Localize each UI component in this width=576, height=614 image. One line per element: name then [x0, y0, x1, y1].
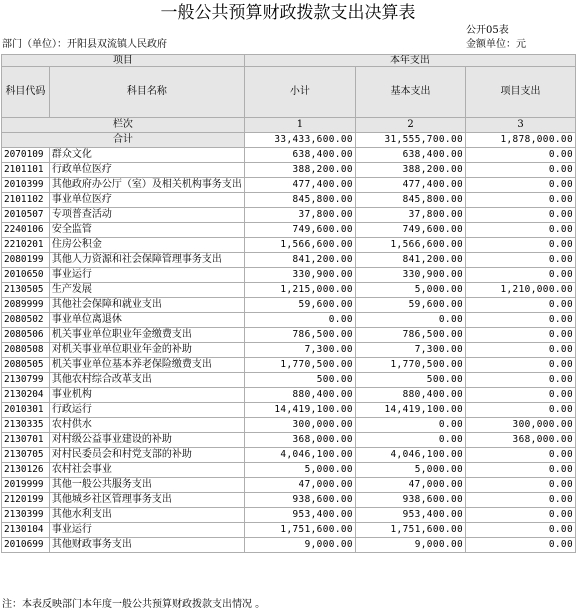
row-project: 0.00	[466, 523, 576, 538]
total-label: 合计	[2, 133, 245, 148]
basic-header: 基本支出	[355, 67, 465, 118]
form-id: 公开05表	[466, 25, 509, 36]
row-subtotal: 1,770,500.00	[244, 358, 355, 373]
row-code: 2010699	[2, 538, 50, 553]
footnote: 注：本表反映部门本年度一般公共预算财政拨款支出情况 。	[2, 599, 266, 610]
row-basic: 500.00	[355, 373, 465, 388]
row-project: 0.00	[466, 313, 576, 328]
row-name: 其他人力资源和社会保障管理事务支出	[49, 253, 244, 268]
row-basic: 14,419,100.00	[355, 403, 465, 418]
table-row	[2, 283, 576, 298]
row-subtotal: 938,600.00	[244, 493, 355, 508]
table-row	[2, 328, 576, 343]
row-name: 专项普查活动	[49, 208, 244, 223]
table-row	[2, 178, 576, 193]
table-row	[2, 268, 576, 283]
project-expense-header: 项目支出	[466, 67, 576, 118]
row-project: 1,210,000.00	[466, 283, 576, 298]
row-code: 2010650	[2, 268, 50, 283]
row-subtotal: 368,000.00	[244, 433, 355, 448]
row-name: 农村社会事业	[49, 463, 244, 478]
row-basic: 749,600.00	[355, 223, 465, 238]
row-name: 对村民委员会和村党支部的补助	[49, 448, 244, 463]
row-name: 事业运行	[49, 523, 244, 538]
row-code: 2019999	[2, 478, 50, 493]
row-basic: 47,000.00	[355, 478, 465, 493]
row-project: 0.00	[466, 463, 576, 478]
total-basic: 31,555,700.00	[355, 133, 465, 148]
row-basic: 841,200.00	[355, 253, 465, 268]
row-subtotal: 9,000.00	[244, 538, 355, 553]
row-code: 2010399	[2, 178, 50, 193]
row-code: 2089999	[2, 298, 50, 313]
row-subtotal: 953,400.00	[244, 508, 355, 523]
row-basic: 938,600.00	[355, 493, 465, 508]
row-code: 2080506	[2, 328, 50, 343]
row-code: 2080502	[2, 313, 50, 328]
table-row	[2, 223, 576, 238]
row-basic: 0.00	[355, 418, 465, 433]
row-code: 2101101	[2, 163, 50, 178]
row-code: 2080505	[2, 358, 50, 373]
total-project: 1,878,000.00	[466, 133, 576, 148]
table-row	[2, 403, 576, 418]
table-row	[2, 163, 576, 178]
row-subtotal: 388,200.00	[244, 163, 355, 178]
table-row	[2, 253, 576, 268]
row-subtotal: 845,800.00	[244, 193, 355, 208]
column-number-2: 2	[355, 118, 465, 133]
row-code: 2070109	[2, 148, 50, 163]
row-project: 0.00	[466, 193, 576, 208]
project-header: 项目	[2, 55, 245, 67]
row-name: 其他政府办公厅（室）及相关机构事务支出	[49, 178, 244, 193]
row-subtotal: 500.00	[244, 373, 355, 388]
row-basic: 0.00	[355, 433, 465, 448]
row-name: 其他农村综合改革支出	[49, 373, 244, 388]
row-name: 住房公积金	[49, 238, 244, 253]
row-project: 0.00	[466, 208, 576, 223]
row-basic: 5,000.00	[355, 283, 465, 298]
table-row	[2, 523, 576, 538]
table-row	[2, 463, 576, 478]
row-basic: 4,046,100.00	[355, 448, 465, 463]
code-header: 科目代码	[2, 67, 50, 118]
row-subtotal: 1,566,600.00	[244, 238, 355, 253]
row-code: 2080199	[2, 253, 50, 268]
row-project: 0.00	[466, 343, 576, 358]
row-name: 其他一般公共服务支出	[49, 478, 244, 493]
row-code: 2010301	[2, 403, 50, 418]
unit-label: 金额单位：元	[466, 39, 526, 50]
department-label: 部门（单位）：开阳县双流镇人民政府	[2, 39, 167, 50]
row-subtotal: 37,800.00	[244, 208, 355, 223]
row-code: 2120199	[2, 493, 50, 508]
table-row	[2, 388, 576, 403]
row-name: 农村供水	[49, 418, 244, 433]
row-name: 行政运行	[49, 403, 244, 418]
total-subtotal: 33,433,600.00	[244, 133, 355, 148]
row-project: 0.00	[466, 538, 576, 553]
row-basic: 37,800.00	[355, 208, 465, 223]
row-project: 0.00	[466, 253, 576, 268]
row-subtotal: 330,900.00	[244, 268, 355, 283]
table-row	[2, 493, 576, 508]
row-subtotal: 786,500.00	[244, 328, 355, 343]
row-code: 2130701	[2, 433, 50, 448]
row-project: 0.00	[466, 178, 576, 193]
row-subtotal: 47,000.00	[244, 478, 355, 493]
row-basic: 330,900.00	[355, 268, 465, 283]
table-row	[2, 358, 576, 373]
row-basic: 9,000.00	[355, 538, 465, 553]
row-code: 2010507	[2, 208, 50, 223]
row-project: 0.00	[466, 448, 576, 463]
row-name: 对机关事业单位职业年金的补助	[49, 343, 244, 358]
table-row	[2, 448, 576, 463]
row-code: 2130104	[2, 523, 50, 538]
row-name: 对村级公益事业建设的补助	[49, 433, 244, 448]
row-basic: 0.00	[355, 313, 465, 328]
row-name: 事业单位离退休	[49, 313, 244, 328]
row-code: 2130126	[2, 463, 50, 478]
report-title: 一般公共预算财政拨款支出决算表	[160, 3, 416, 23]
row-subtotal: 749,600.00	[244, 223, 355, 238]
subtotal-header: 小计	[244, 67, 355, 118]
column-number-3: 3	[466, 118, 576, 133]
row-basic: 638,400.00	[355, 148, 465, 163]
table-row	[2, 313, 576, 328]
row-name: 行政单位医疗	[49, 163, 244, 178]
row-subtotal: 14,419,100.00	[244, 403, 355, 418]
row-basic: 5,000.00	[355, 463, 465, 478]
row-subtotal: 4,046,100.00	[244, 448, 355, 463]
name-header: 科目名称	[49, 67, 244, 118]
row-project: 0.00	[466, 238, 576, 253]
row-basic: 388,200.00	[355, 163, 465, 178]
row-subtotal: 477,400.00	[244, 178, 355, 193]
row-name: 机关事业单位基本养老保险缴费支出	[49, 358, 244, 373]
row-code: 2130799	[2, 373, 50, 388]
row-subtotal: 5,000.00	[244, 463, 355, 478]
row-subtotal: 841,200.00	[244, 253, 355, 268]
row-subtotal: 880,400.00	[244, 388, 355, 403]
row-name: 机关事业单位职业年金缴费支出	[49, 328, 244, 343]
table-row	[2, 193, 576, 208]
row-project: 0.00	[466, 148, 576, 163]
row-basic: 59,600.00	[355, 298, 465, 313]
row-basic: 786,500.00	[355, 328, 465, 343]
row-code: 2130204	[2, 388, 50, 403]
row-code: 2130335	[2, 418, 50, 433]
row-subtotal: 1,751,600.00	[244, 523, 355, 538]
row-project: 300,000.00	[466, 418, 576, 433]
row-subtotal: 59,600.00	[244, 298, 355, 313]
row-name: 事业机构	[49, 388, 244, 403]
row-code: 2130505	[2, 283, 50, 298]
table-row	[2, 538, 576, 553]
row-basic: 1,770,500.00	[355, 358, 465, 373]
expenditure-table	[1, 54, 576, 553]
row-name: 群众文化	[49, 148, 244, 163]
row-basic: 7,300.00	[355, 343, 465, 358]
row-code: 2130399	[2, 508, 50, 523]
table-row	[2, 298, 576, 313]
row-project: 0.00	[466, 478, 576, 493]
row-project: 0.00	[466, 403, 576, 418]
row-project: 0.00	[466, 298, 576, 313]
row-subtotal: 300,000.00	[244, 418, 355, 433]
row-name: 其他社会保障和就业支出	[49, 298, 244, 313]
row-name: 安全监管	[49, 223, 244, 238]
row-code: 2130705	[2, 448, 50, 463]
row-project: 0.00	[466, 163, 576, 178]
row-name: 事业运行	[49, 268, 244, 283]
row-subtotal: 7,300.00	[244, 343, 355, 358]
row-project: 0.00	[466, 328, 576, 343]
row-name: 其他城乡社区管理事务支出	[49, 493, 244, 508]
row-basic: 1,751,600.00	[355, 523, 465, 538]
row-project: 0.00	[466, 388, 576, 403]
row-name: 其他财政事务支出	[49, 538, 244, 553]
row-project: 0.00	[466, 223, 576, 238]
row-basic: 477,400.00	[355, 178, 465, 193]
column-number-1: 1	[244, 118, 355, 133]
table-row	[2, 478, 576, 493]
row-basic: 1,566,600.00	[355, 238, 465, 253]
row-project: 0.00	[466, 373, 576, 388]
table-row	[2, 208, 576, 223]
row-code: 2080508	[2, 343, 50, 358]
row-basic: 953,400.00	[355, 508, 465, 523]
table-row	[2, 373, 576, 388]
row-project: 0.00	[466, 358, 576, 373]
table-body	[2, 148, 576, 553]
table-row	[2, 343, 576, 358]
row-name: 其他水利支出	[49, 508, 244, 523]
row-subtotal: 638,400.00	[244, 148, 355, 163]
row-project: 368,000.00	[466, 433, 576, 448]
row-subtotal: 0.00	[244, 313, 355, 328]
row-basic: 845,800.00	[355, 193, 465, 208]
table-row	[2, 508, 576, 523]
row-name: 生产发展	[49, 283, 244, 298]
year-expense-header: 本年支出	[244, 55, 575, 67]
row-project: 0.00	[466, 493, 576, 508]
row-project: 0.00	[466, 508, 576, 523]
column-number-label: 栏次	[2, 118, 245, 133]
row-basic: 880,400.00	[355, 388, 465, 403]
row-code: 2240106	[2, 223, 50, 238]
row-subtotal: 1,215,000.00	[244, 283, 355, 298]
row-code: 2210201	[2, 238, 50, 253]
row-project: 0.00	[466, 268, 576, 283]
table-row	[2, 238, 576, 253]
table-row	[2, 148, 576, 163]
table-row	[2, 418, 576, 433]
row-name: 事业单位医疗	[49, 193, 244, 208]
table-row	[2, 433, 576, 448]
row-code: 2101102	[2, 193, 50, 208]
